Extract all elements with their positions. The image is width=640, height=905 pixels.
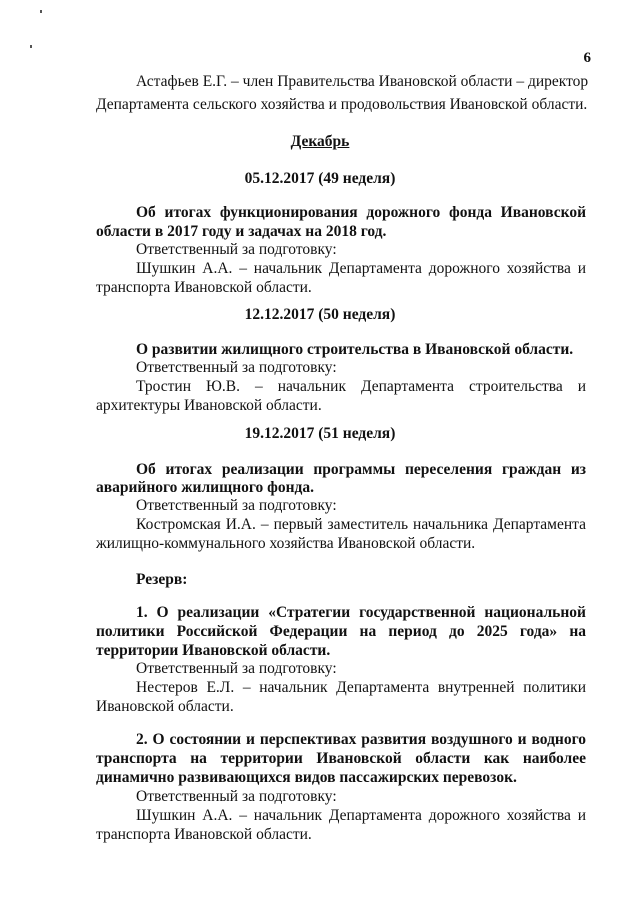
section-title-line-1: Об итогах реализации программы переселения граждан из <box>136 461 586 478</box>
responsible-line-2: жилищно-коммунального хозяйства Ивановской области. <box>96 535 476 552</box>
section-title-line-1: Об итогах функционирования дорожного фонда Ивановской <box>136 204 586 221</box>
reserve-item-title-line-2: политики Российской Федерации на период до 2025 года» на <box>96 623 586 640</box>
responsible-line-1: Тростин Ю.В. – начальник Департамента строительства и <box>136 378 586 395</box>
responsible-label: Ответственный за подготовку: <box>136 660 337 677</box>
responsible-label: Ответственный за подготовку: <box>136 788 337 805</box>
responsible-line-1: Шушкин А.А. – начальник Департамента дорожного хозяйства и <box>136 260 586 277</box>
section-date: 05.12.2017 (49 неделя) <box>244 170 396 187</box>
section-date: 12.12.2017 (50 неделя) <box>244 306 396 323</box>
intro-line-1: Астафьев Е.Г. – член Правительства Ивановской области – директор <box>136 73 589 90</box>
section-title-line-2: области в 2017 году и задачах на 2018 год. <box>96 223 387 240</box>
section-title-line-1: О развитии жилищного строительства в Ивановской области. <box>136 341 574 358</box>
responsible-line-2: Ивановской области. <box>96 698 234 715</box>
section-title-line-2: аварийного жилищного фонда. <box>96 479 315 496</box>
page-number: 6 <box>583 50 591 66</box>
reserve-item-title-line-1: 1. О реализации «Стратегии государственной национальной <box>136 604 586 621</box>
responsible-label: Ответственный за подготовку: <box>136 359 337 376</box>
reserve-item-title-line-1: 2. О состоянии и перспективах развития воздушного и водного <box>136 731 586 748</box>
scan-speck <box>30 45 32 48</box>
responsible-line-1: Шушкин А.А. – начальник Департамента дорожного хозяйства и <box>136 807 586 824</box>
reserve-item-title-line-3: динамично развивающихся видов пассажирских перевозок. <box>96 769 517 786</box>
reserve-heading: Резерв: <box>136 571 188 588</box>
responsible-line-2: архитектуры Ивановской области. <box>96 397 322 414</box>
responsible-line-2: транспорта Ивановской области. <box>96 279 312 296</box>
section-date: 19.12.2017 (51 неделя) <box>244 425 396 442</box>
month-heading: Декабрь <box>290 133 350 150</box>
reserve-item-title-line-2: транспорта на территории Ивановской области как наиболее <box>96 750 586 767</box>
reserve-item-title-line-3: территории Ивановской области. <box>96 642 331 659</box>
scan-speck <box>40 10 42 13</box>
intro-line-2: Департамента сельского хозяйства и продовольствия Ивановской области. <box>96 96 588 113</box>
responsible-line-2: транспорта Ивановской области. <box>96 826 312 843</box>
responsible-line-1: Нестеров Е.Л. – начальник Департамента внутренней политики <box>136 679 586 696</box>
responsible-label: Ответственный за подготовку: <box>136 241 337 258</box>
responsible-line-1: Костромская И.А. – первый заместитель начальника Департамента <box>136 516 586 533</box>
responsible-label: Ответственный за подготовку: <box>136 497 337 514</box>
